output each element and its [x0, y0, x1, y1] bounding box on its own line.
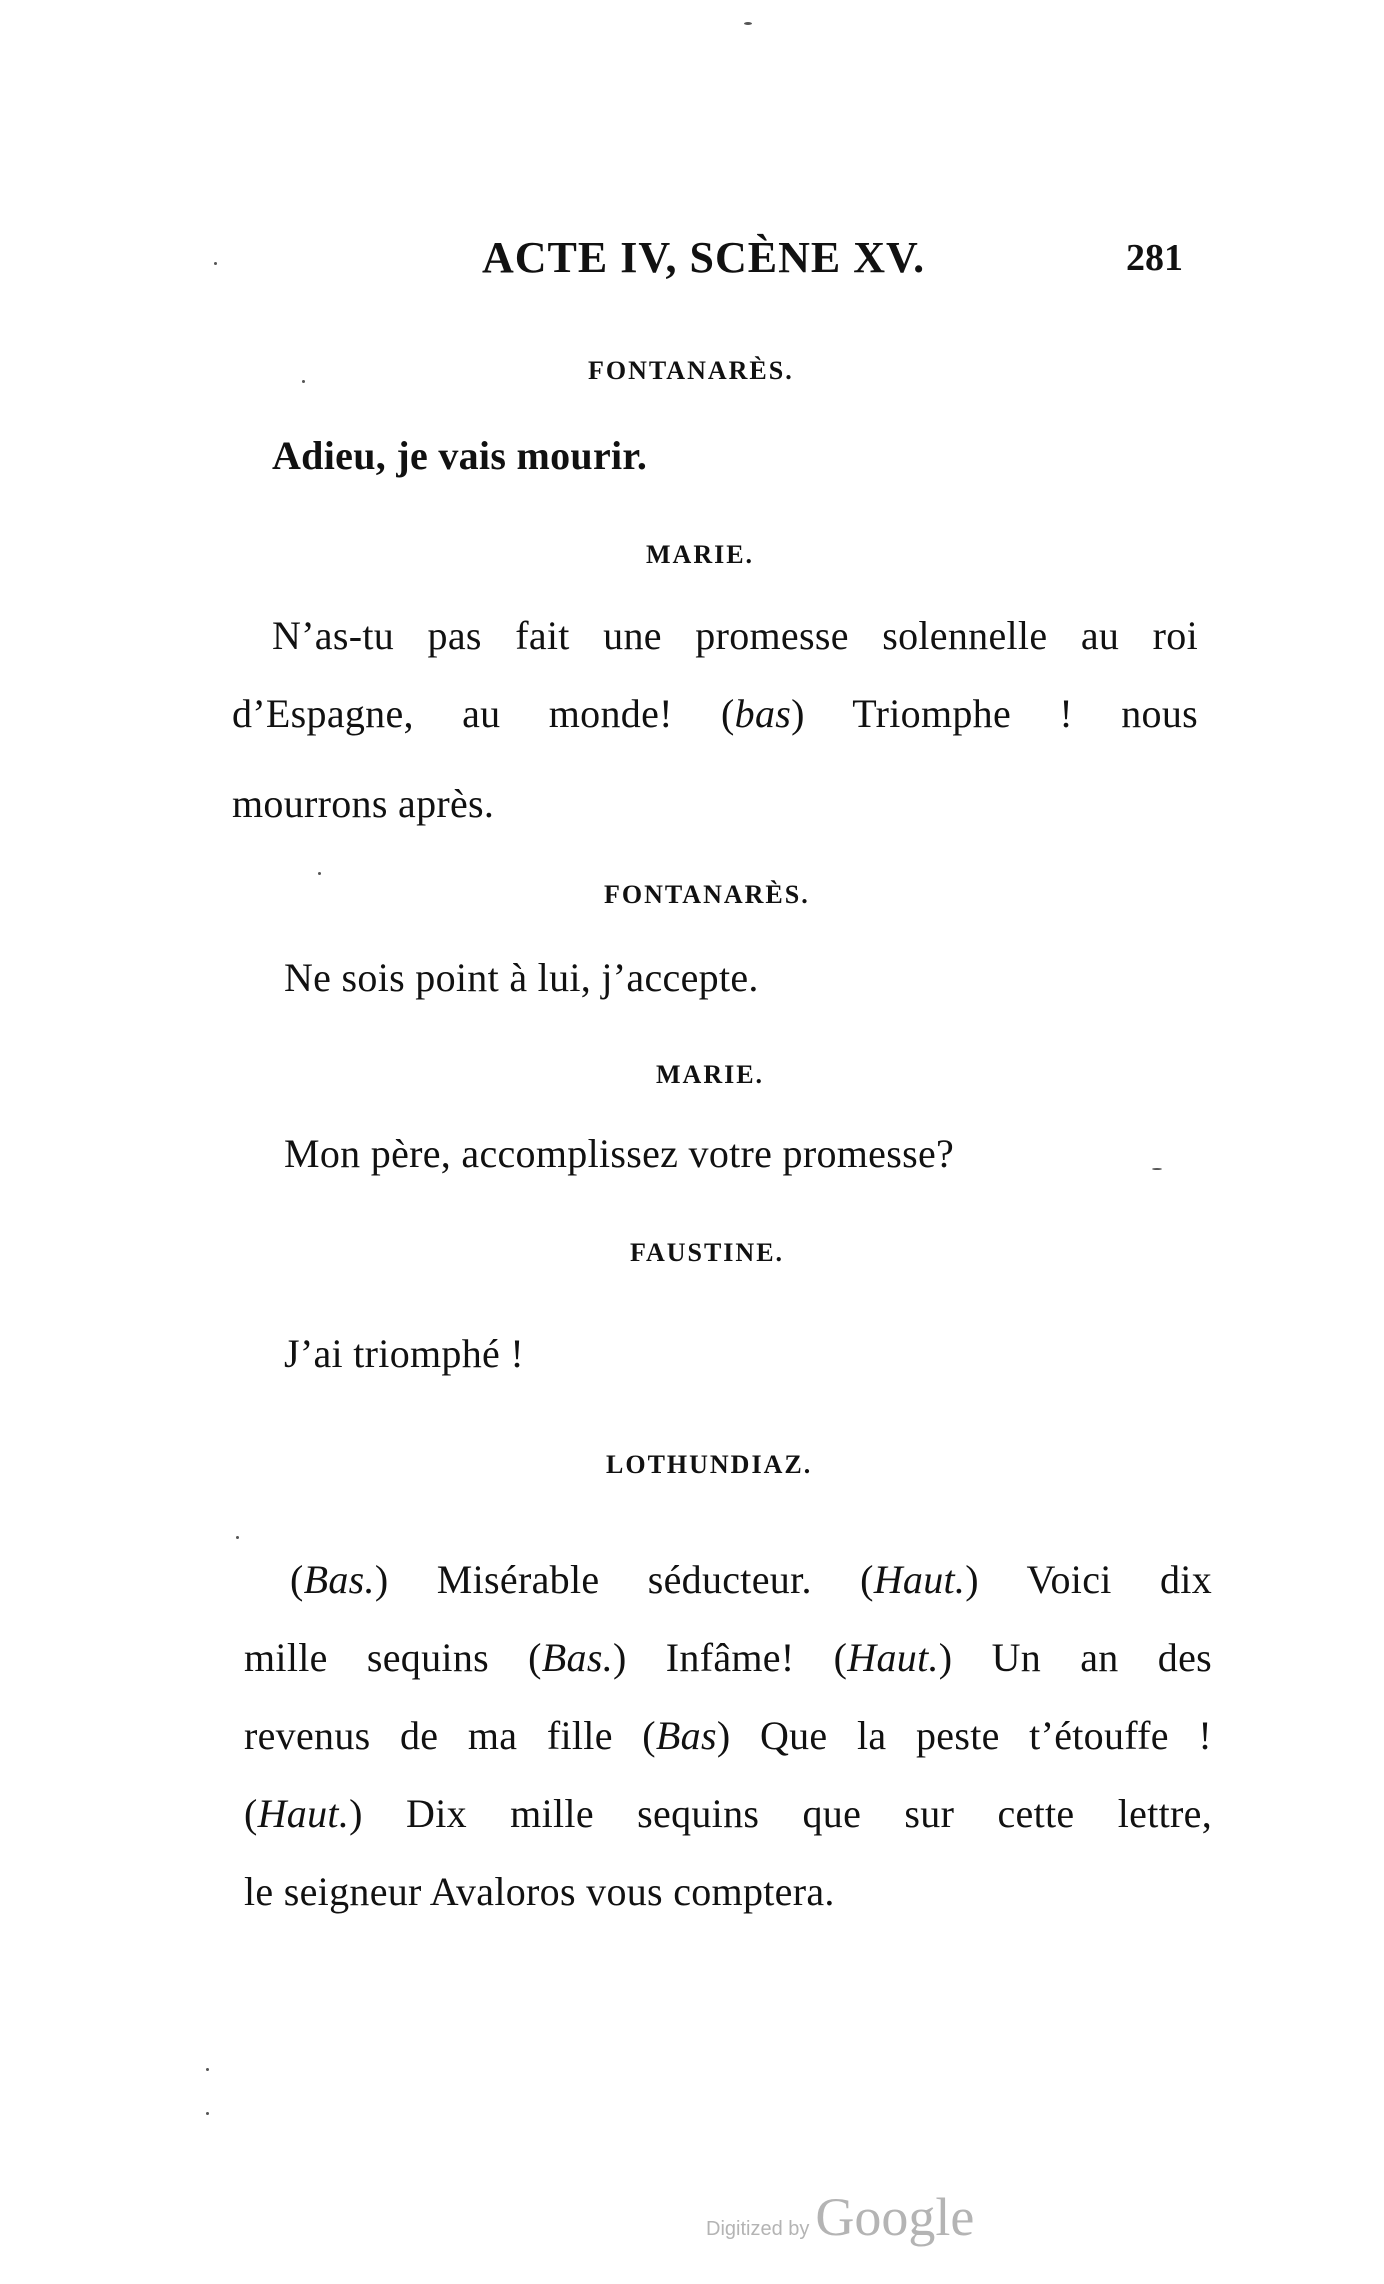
dialogue-line: Mon père, accomplissez votre promesse?	[284, 1131, 955, 1176]
stage-direction: bas	[734, 691, 792, 736]
dialogue-line: revenus de ma fille (Bas) Que la peste t’étouffe !	[244, 1713, 1212, 1758]
dialogue-line: mille sequins (Bas.) Infâme! (Haut.) Un an des	[244, 1635, 1212, 1680]
scan-speck	[302, 380, 305, 383]
stage-direction: Bas.	[303, 1557, 375, 1602]
stage-direction: Haut.	[873, 1557, 966, 1602]
dialogue-line: le seigneur Avaloros vous comptera.	[244, 1869, 835, 1914]
running-title: ACTE IV, SCÈNE XV.	[482, 233, 926, 282]
dialogue-line: Ne sois point à lui, j’accepte.	[284, 955, 759, 1000]
speaker-name: FONTANARÈS.	[588, 356, 794, 385]
dialogue-line: J’ai triomphé !	[284, 1331, 524, 1376]
dialogue-line: (Haut.) Dix mille sequins que sur cette lettre,	[244, 1791, 1212, 1836]
stage-direction: Haut.	[257, 1791, 350, 1836]
stage-direction: Bas	[655, 1713, 717, 1758]
stage-direction: Haut.	[847, 1635, 939, 1680]
speaker-name: FONTANARÈS.	[604, 880, 810, 909]
watermark-prefix: Digitized by	[706, 2218, 810, 2240]
scan-speck	[744, 22, 752, 25]
google-logo: Google	[815, 2187, 975, 2247]
scan-speck	[1152, 1168, 1162, 1170]
speaker-name: LOTHUNDIAZ.	[606, 1450, 813, 1479]
scan-speck	[206, 2112, 209, 2115]
dialogue-line: (Bas.) Misérable séducteur. (Haut.) Voici dix	[290, 1557, 1212, 1602]
scan-speck	[236, 1536, 239, 1539]
page-header	[0, 232, 1384, 292]
speaker-name: MARIE.	[646, 540, 755, 569]
dialogue-line: N’as-tu pas fait une promesse solennelle au roi	[272, 613, 1198, 658]
scan-speck	[214, 262, 217, 265]
stage-direction: Bas.	[541, 1635, 613, 1680]
dialogue-line: Adieu, je vais mourir.	[272, 433, 648, 478]
digitized-watermark	[706, 2186, 974, 2248]
dialogue-line: d’Espagne, au monde! (bas) Triomphe ! nous	[232, 691, 1198, 736]
scan-speck	[206, 2068, 209, 2071]
dialogue-line: mourrons après.	[232, 781, 495, 826]
speaker-name: FAUSTINE.	[630, 1238, 785, 1267]
speaker-name: MARIE.	[656, 1060, 765, 1089]
scan-speck	[318, 872, 321, 875]
page-number: 281	[1126, 237, 1183, 279]
